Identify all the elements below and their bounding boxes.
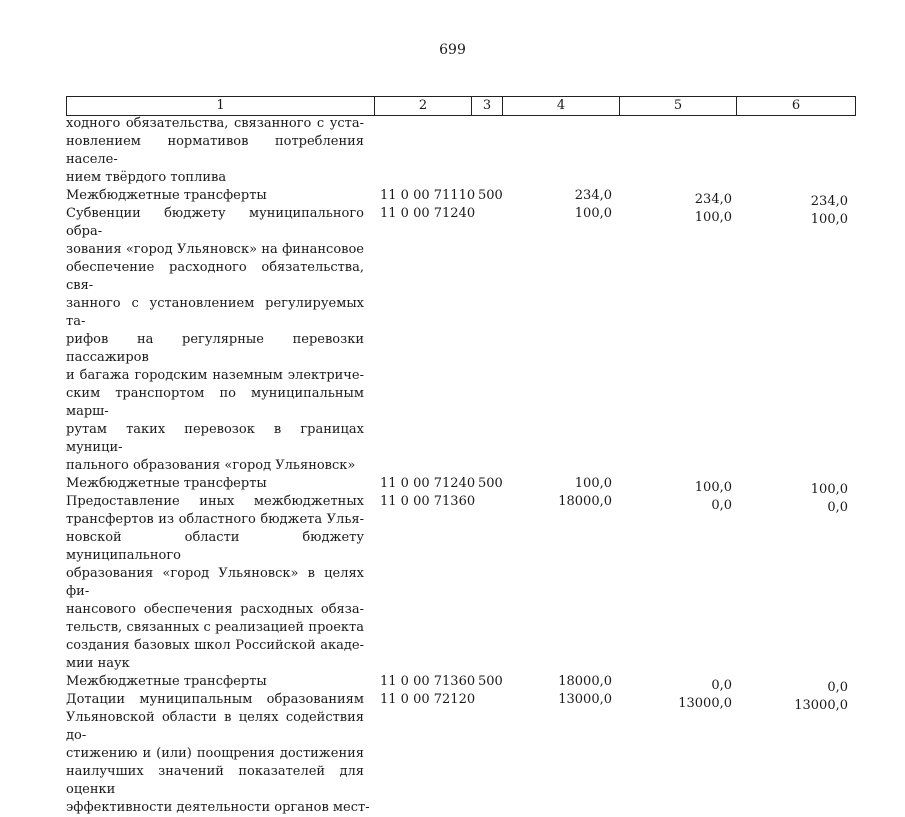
- table-row: [66, 493, 866, 673]
- row-value-2024: 0,0: [711, 678, 732, 693]
- description-line: Ульяновской области в целях содействия до-: [66, 710, 364, 743]
- row-description: [66, 691, 370, 817]
- header-col-5: 5: [673, 98, 683, 113]
- description-line: наилучших значений показателей для оценки: [66, 764, 364, 797]
- row-value-2023: 18000,0: [558, 494, 612, 509]
- row-description: [66, 673, 364, 691]
- table-row: [66, 205, 866, 475]
- description-line: ским транспортом по муниципальным марш-: [66, 386, 364, 419]
- row-value-2023: 100,0: [574, 476, 612, 491]
- description-line: Межбюджетные трансферты: [66, 674, 267, 689]
- table-body: [66, 115, 866, 817]
- row-value-2025: 0,0: [827, 680, 848, 695]
- row-value-2023: 234,0: [574, 188, 612, 203]
- description-line: Предоставление иных межбюджетных: [66, 494, 364, 509]
- description-line: Межбюджетные трансферты: [66, 476, 267, 491]
- row-expense-type: 500: [478, 476, 503, 491]
- description-line: трансфертов из областного бюджета Улья-: [66, 512, 364, 527]
- row-description: [66, 187, 364, 205]
- row-code: 11 0 00 71240: [380, 206, 476, 221]
- header-col-6: 6: [791, 98, 801, 113]
- row-code: 11 0 00 71360: [380, 674, 476, 689]
- table-row: [66, 115, 866, 187]
- description-line: и багажа городским наземным электриче-: [66, 368, 364, 383]
- description-line: образования «город Ульяновск» в целях фи-: [66, 566, 364, 599]
- row-value-2025: 0,0: [827, 500, 848, 515]
- row-value-2025: 13000,0: [794, 698, 848, 713]
- row-value-2023: 13000,0: [558, 692, 612, 707]
- row-description: [66, 205, 364, 475]
- table-row: [66, 475, 866, 497]
- description-line: ходного обязательства, связанного с уста-: [66, 116, 364, 131]
- header-col-3: 3: [482, 98, 492, 113]
- description-line: стижению и (или) поощрения достижения: [66, 746, 364, 761]
- header-col-2: 2: [418, 98, 428, 113]
- row-value-2025: 234,0: [810, 194, 848, 209]
- description-line: пального образования «город Ульяновск»: [66, 458, 356, 473]
- row-description: [66, 475, 364, 493]
- description-line: мии наук: [66, 656, 130, 671]
- row-description: [66, 493, 364, 673]
- row-value-2023: 100,0: [574, 206, 612, 221]
- description-line: рутам таких перевозок в границах муници-: [66, 422, 364, 455]
- header-col-4: 4: [556, 98, 566, 113]
- description-line: новлением нормативов потребления населе-: [66, 134, 364, 167]
- description-line: эффективности деятельности органов мест-: [66, 800, 370, 815]
- row-value-2025: 100,0: [810, 482, 848, 497]
- description-line: обеспечение расходного обязательства, свя-: [66, 260, 364, 293]
- description-line: тельств, связанных с реализацией проекта: [66, 620, 364, 635]
- row-value-2025: 100,0: [810, 212, 848, 227]
- description-line: Дотации муниципальным образованиям: [66, 692, 364, 707]
- table-header: [66, 96, 856, 116]
- table-row: [66, 187, 866, 209]
- description-line: занного с установлением регулируемых та-: [66, 296, 364, 329]
- description-line: Межбюджетные трансферты: [66, 188, 267, 203]
- row-value-2024: 234,0: [694, 192, 732, 207]
- row-code: 11 0 00 71240: [380, 476, 476, 491]
- header-col-1: 1: [216, 98, 225, 113]
- description-line: зования «город Ульяновск» на финансовое: [66, 242, 364, 257]
- row-expense-type: 500: [478, 674, 503, 689]
- table-row: [66, 691, 866, 817]
- description-line: новской области бюджету муниципального: [66, 530, 364, 563]
- row-expense-type: 500: [478, 188, 503, 203]
- row-code: 11 0 00 72120: [380, 692, 476, 707]
- row-code: 11 0 00 71360: [380, 494, 476, 509]
- row-value-2024: 13000,0: [678, 696, 732, 711]
- row-value-2024: 100,0: [694, 480, 732, 495]
- description-line: нием твёрдого топлива: [66, 170, 227, 185]
- row-value-2024: 100,0: [694, 210, 732, 225]
- description-line: Субвенции бюджету муниципального обра-: [66, 206, 364, 239]
- description-line: рифов на регулярные перевозки пассажиров: [66, 332, 364, 365]
- page-number: 699: [439, 42, 466, 58]
- table-row: [66, 673, 866, 695]
- description-line: создания базовых школ Российской акаде-: [66, 638, 364, 653]
- row-value-2024: 0,0: [711, 498, 732, 513]
- row-code: 11 0 00 71110: [380, 188, 476, 203]
- description-line: нансового обеспечения расходных обяза-: [66, 602, 364, 617]
- row-description: [66, 115, 364, 187]
- row-value-2023: 18000,0: [558, 674, 612, 689]
